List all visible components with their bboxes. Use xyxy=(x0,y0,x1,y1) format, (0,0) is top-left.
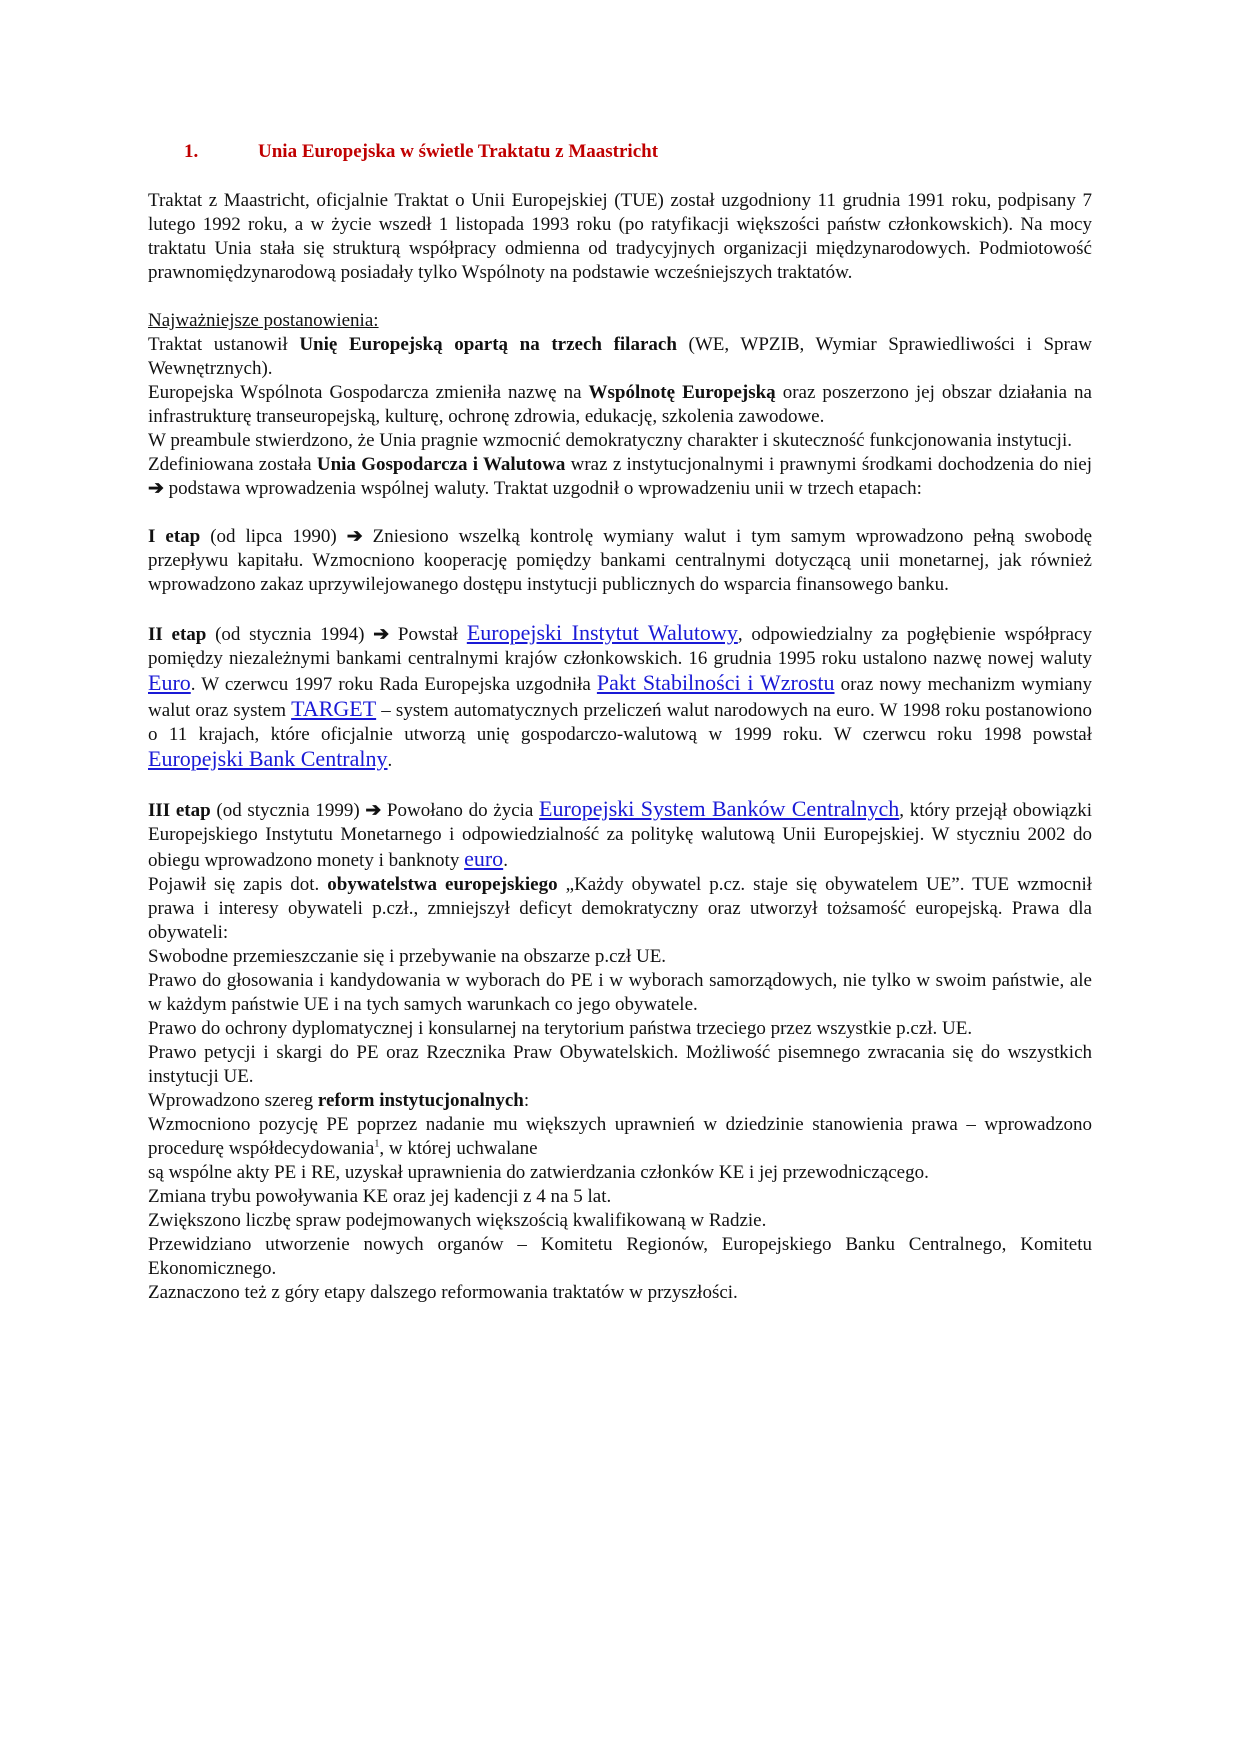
link-escb[interactable]: Europejski System Banków Centralnych xyxy=(539,796,900,821)
link-target[interactable]: TARGET xyxy=(291,696,377,721)
right-item: Prawo do głosowania i kandydowania w wyborach do PE i w wyborach samorządowych, nie tylko w swoim państwie, ale w każdym państwie UE i na tych samych warunkach co jego obywatele. xyxy=(148,970,1092,1015)
reform-item: Zmiana trybu powoływania KE oraz jej kadencji z 4 na 5 lat. xyxy=(148,1186,612,1207)
provisions-label: Najważniejsze postanowienia: xyxy=(148,310,379,331)
arrow-icon: ➔ xyxy=(148,478,164,499)
heading-number: 1. xyxy=(184,141,199,162)
section-heading xyxy=(184,140,1092,164)
citizenship-paragraph: Pojawił się zapis dot. obywatelstwa europejskiego „Każdy obywatel p.cz. staje się obywatelem UE”. TUE wzmocnił prawa i interesy obywateli p.czł., zmniejszył deficyt demokratyczny oraz utworzył tożsamość europejską. Prawa dla obywateli: xyxy=(148,874,1093,943)
reform-item: Wzmocniono pozycję PE poprzez nadanie mu większych uprawnień w dziedzinie stanowienia prawa – wprowadzono procedurę współdecydowania$^1$, w której uchwalane xyxy=(148,1114,1092,1159)
link-euro-banknotes[interactable]: euro xyxy=(464,846,504,871)
right-item: Prawo petycji i skargi do PE oraz Rzecznika Praw Obywatelskich. Możliwość pisemnego zwracania się do wszystkich instytucji UE. xyxy=(148,1042,1092,1087)
footnote-marker: 1 xyxy=(374,1138,380,1150)
provision-3: W preambule stwierdzono, że Unia pragnie wzmocnić demokratyczny charakter i skuteczność funkcjonowania instytucji. xyxy=(148,430,1072,451)
document-page xyxy=(148,140,1092,1305)
reform-item: Przewidziano utworzenie nowych organów – Komitetu Regionów, Europejskiego Banku Centralnego, Komitetu Ekonomicznego. xyxy=(148,1234,1092,1279)
reforms-intro: Wprowadzono szereg reform instytucjonalnych: xyxy=(148,1090,530,1111)
reform-item: Zwiększono liczbę spraw podejmowanych większością kwalifikowaną w Radzie. xyxy=(148,1210,767,1231)
stage-2-paragraph: II etap (od stycznia 1994) ➔ Powstał Europejski Instytut Walutowy, odpowiedzialny za pogłębienie współpracy pomiędzy niezależnymi bankami centralnymi krajów członkowskich. 16 grudnia 1995 roku ustalono nazwę nowej waluty Euro. W czerwcu 1997 roku Rada Europejska uzgodniła Pakt Stabilności i Wzrostu oraz nowy mechanizm wymiany walut oraz system TARGET – system automatycznych przeliczeń walut narodowych na euro. W 1998 roku postanowiono o 11 krajach, które oficjalnie utworzą unię gospodarczo-walutową w 1999 roku. W czerwcu roku 1998 powstał Europejski Bank Centralny. xyxy=(148,620,1092,771)
stage-1-paragraph: I etap (od lipca 1990) ➔ Zniesiono wszelką kontrolę wymiany walut i tym samym wprowadzono pełną swobodę przepływu kapitału. Wzmocniono kooperację pomiędzy bankami centralnymi dotyczącą unii monetarnej, jak również wprowadzono zakaz uprzywilejowanego dostępu instytucji publicznych do wsparcia finansowego banku. xyxy=(148,526,1092,595)
right-item: Prawo do ochrony dyplomatycznej i konsularnej na terytorium państwa trzeciego przez wszystkie p.czł. UE. xyxy=(148,1018,973,1039)
link-stability-pact[interactable]: Pakt Stabilności i Wzrostu xyxy=(596,670,835,695)
heading-title: Unia Europejska w świetle Traktatu z Maastricht xyxy=(258,141,659,162)
link-european-monetary-institute[interactable]: Europejski Instytut Walutowy xyxy=(466,620,738,645)
link-euro[interactable]: Euro xyxy=(148,670,191,695)
intro-paragraph: Traktat z Maastricht, oficjalnie Traktat o Unii Europejskiej (TUE) został uzgodniony 11 grudnia 1991 roku, podpisany 7 lutego 1992 roku, a w życie wszedł 1 listopada 1993 roku (po ratyfikacji większości państw członkowskich). Na mocy traktatu Unia stała się strukturą współpracy odmienna od tradycyjnych organizacji międzynarodowych. Podmiotowość prawnomiędzynarodową posiadały tylko Wspólnoty na podstawie wcześniejszych traktatów. xyxy=(148,190,1092,283)
provision-2: Europejska Wspólnota Gospodarcza zmieniła nazwę na Wspólnotę Europejską oraz poszerzono jej obszar działania na infrastrukturę transeuropejską, kulturę, ochronę zdrowia, edukację, szkolenia zawodowe. xyxy=(148,382,1092,427)
reform-item: są wspólne akty PE i RE, uzyskał uprawnienia do zatwierdzania członków KE i jej przewodniczącego. xyxy=(148,1162,929,1183)
arrow-icon: ➔ xyxy=(365,800,382,821)
provision-4: Zdefiniowana została Unia Gospodarcza i Walutowa wraz z instytucjonalnymi i prawnymi środkami dochodzenia do niej ➔ podstawa wprowadzenia wspólnej waluty. Traktat uzgodnił o wprowadzeniu unii w trzech etapach: xyxy=(148,454,1093,499)
arrow-icon: ➔ xyxy=(373,624,390,645)
stage-3-paragraph: III etap (od stycznia 1999) ➔ Powołano do życia Europejski System Banków Centralnych, który przejął obowiązki Europejskiego Instytutu Monetarnego i odpowiedzialność za politykę walutową Unii Europejskiej. W styczniu 2002 do obiegu wprowadzono monety i banknoty euro. xyxy=(148,796,1093,871)
reform-item: Zaznaczono też z góry etapy dalszego reformowania traktatów w przyszłości. xyxy=(148,1282,738,1303)
arrow-icon: ➔ xyxy=(346,526,363,547)
right-item: Swobodne przemieszczanie się i przebywanie na obszarze p.czł UE. xyxy=(148,946,667,967)
provision-1: Traktat ustanowił Unię Europejską opartą na trzech filarach (WE, WPZIB, Wymiar Sprawiedliwości i Spraw Wewnętrznych). xyxy=(148,334,1093,379)
link-ecb[interactable]: Europejski Bank Centralny xyxy=(148,746,388,771)
